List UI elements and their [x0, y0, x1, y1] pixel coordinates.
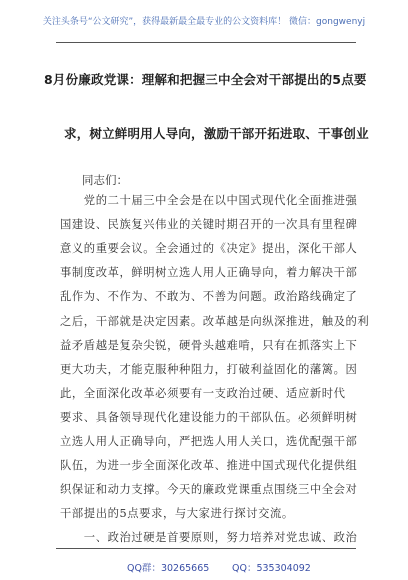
body-line: 一、政治过硬是首要原则，努力培养对党忠诚、政治 — [60, 531, 358, 545]
body-line: 更大功夫，才能克服种种阻力，打破利益固化的藩篱。因 — [60, 362, 358, 376]
body-line: 乱作为、不作为、不敢为、不善为问题。政治路线确定了 — [60, 290, 358, 304]
body-line: 党的二十届三中全会是在以中国式现代化全面推进强 — [60, 194, 358, 207]
document-title-line-2: 求，树立鲜明用人导向，激励干部开拓进取、干事创业 — [64, 126, 369, 141]
body-line: 之后，干部就是决定因素。改革越是向纵深推进，触及的利 — [60, 314, 370, 328]
body-line: 此，全面深化改革必须要有一支政治过硬、适应新时代 — [60, 386, 346, 400]
header-divider — [56, 42, 356, 43]
footer-divider — [56, 548, 356, 549]
body-line: 意义的重要会议。全会通过的《决定》提出，深化干部人 — [60, 242, 358, 256]
salutation: 同志们： — [82, 173, 128, 187]
body-line: 立选人用人正确导向，严把选人用人关口，选优配强干部 — [60, 435, 358, 448]
body-line: 干部提出的5点要求，与大家进行探讨交流。 — [60, 507, 294, 521]
body-line: 织保证和动力支撑。今天的廉政党课重点围绕三中全会对 — [60, 483, 358, 497]
body-line: 事制度改革，鲜明树立选人用人正确导向，着力解决干部 — [60, 266, 358, 280]
body-line: 要求、具备领导现代化建设能力的干部队伍。必须鲜明树 — [60, 410, 358, 424]
footer-qq: QQ：535304092 — [232, 563, 311, 574]
body-line: 国建设、民族复兴伟业的关键时期召开的一次具有里程碑 — [60, 218, 358, 232]
footer-qq-group: QQ群：30265665 — [127, 563, 210, 574]
document-title-line-1: 8月份廉政党课：理解和把握三中全会对干部提出的5点要 — [44, 72, 367, 87]
body-line: 益矛盾越是复杂尖锐，硬骨头越难啃，只有在抓落实上下 — [60, 338, 358, 352]
header-banner: 关注头条号“公文研究”，获得最新最全最专业的公文资料库！ 微信：gongwenyj — [42, 17, 366, 27]
body-line: 队伍，为进一步全面深化改革、推进中国式现代化提供组 — [60, 459, 358, 473]
